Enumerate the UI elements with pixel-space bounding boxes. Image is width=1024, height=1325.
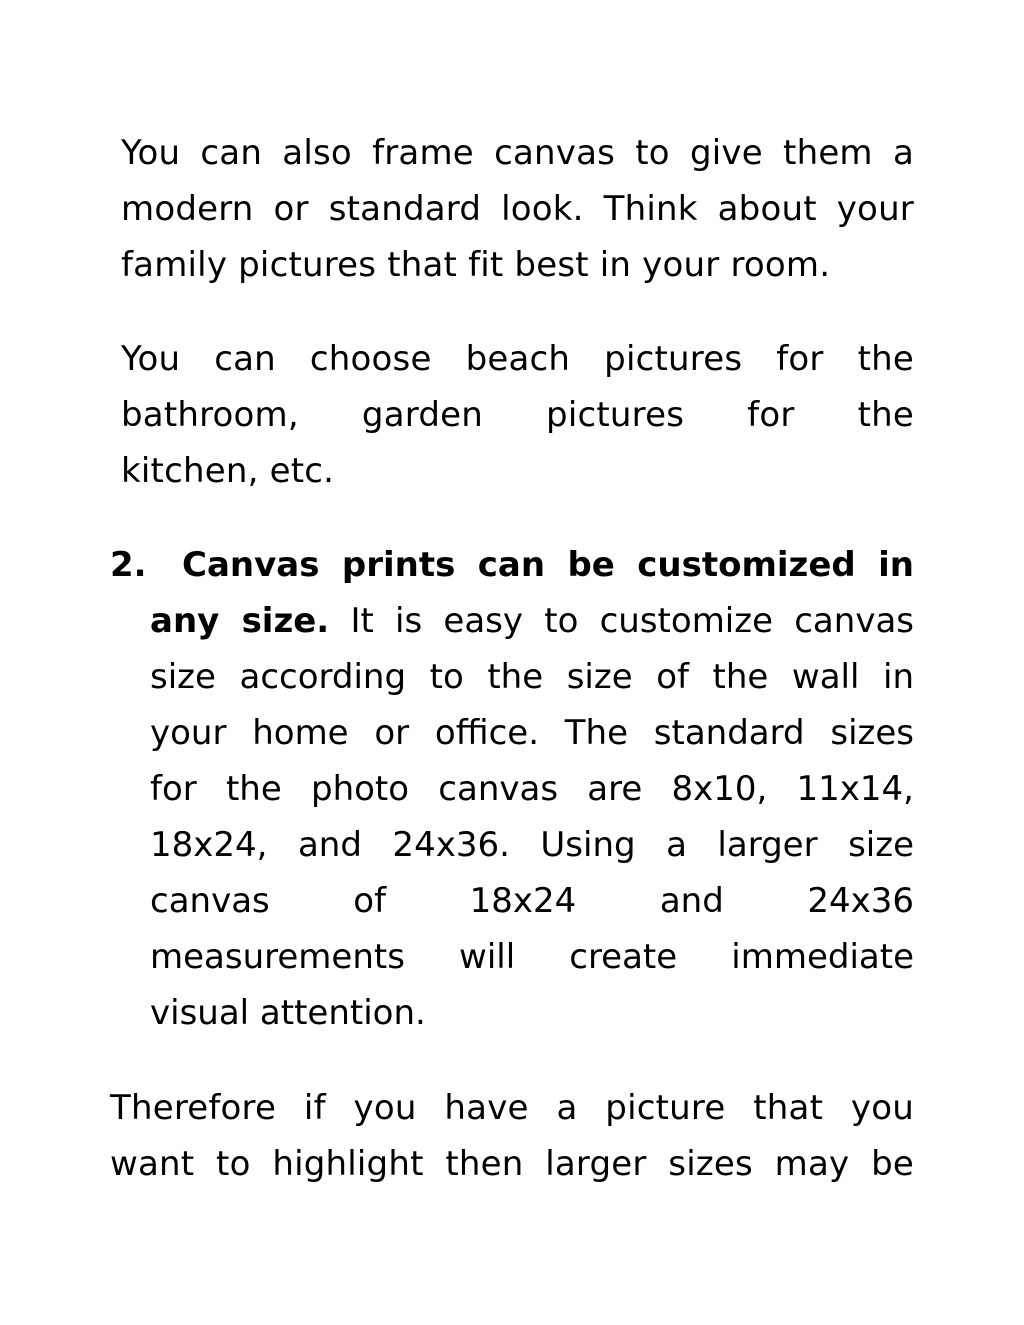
list-item-heading-end: any size. bbox=[150, 601, 330, 641]
paragraph-highlight bbox=[110, 1080, 914, 1192]
list-item-body bbox=[150, 537, 914, 1041]
text-line: canvas of 18x24 and 24x36 bbox=[150, 881, 914, 921]
text-line: modern or standard look. Think about your bbox=[121, 189, 914, 229]
text-run: It is easy to customize canvas bbox=[329, 601, 914, 641]
text-line: kitchen, etc. bbox=[121, 451, 335, 491]
text-line: your home or office. The standard sizes bbox=[150, 713, 914, 753]
list-item-number: 2. bbox=[110, 545, 147, 585]
text-line: bathroom, garden pictures for the bbox=[121, 395, 914, 435]
text-line: Therefore if you have a picture that you bbox=[110, 1088, 914, 1128]
text-line: You can choose beach pictures for the bbox=[121, 339, 914, 379]
text-line: family pictures that fit best in your room. bbox=[121, 245, 831, 285]
text-line: You can also frame canvas to give them a bbox=[121, 133, 914, 173]
text-line: measurements will create immediate bbox=[150, 937, 914, 977]
text-line: 18x24, and 24x36. Using a larger size bbox=[150, 825, 914, 865]
list-item-heading: Canvas prints can be customized in bbox=[182, 545, 914, 585]
text-line: want to highlight then larger sizes may be bbox=[110, 1144, 914, 1184]
text-line bbox=[150, 593, 914, 649]
text-line: visual attention. bbox=[150, 993, 426, 1033]
text-line: size according to the size of the wall in bbox=[150, 657, 914, 697]
text-line: for the photo canvas are 8x10, 11x14, bbox=[150, 769, 914, 809]
paragraph-framing-canvas bbox=[121, 125, 914, 293]
paragraph-room-pictures bbox=[121, 331, 914, 499]
